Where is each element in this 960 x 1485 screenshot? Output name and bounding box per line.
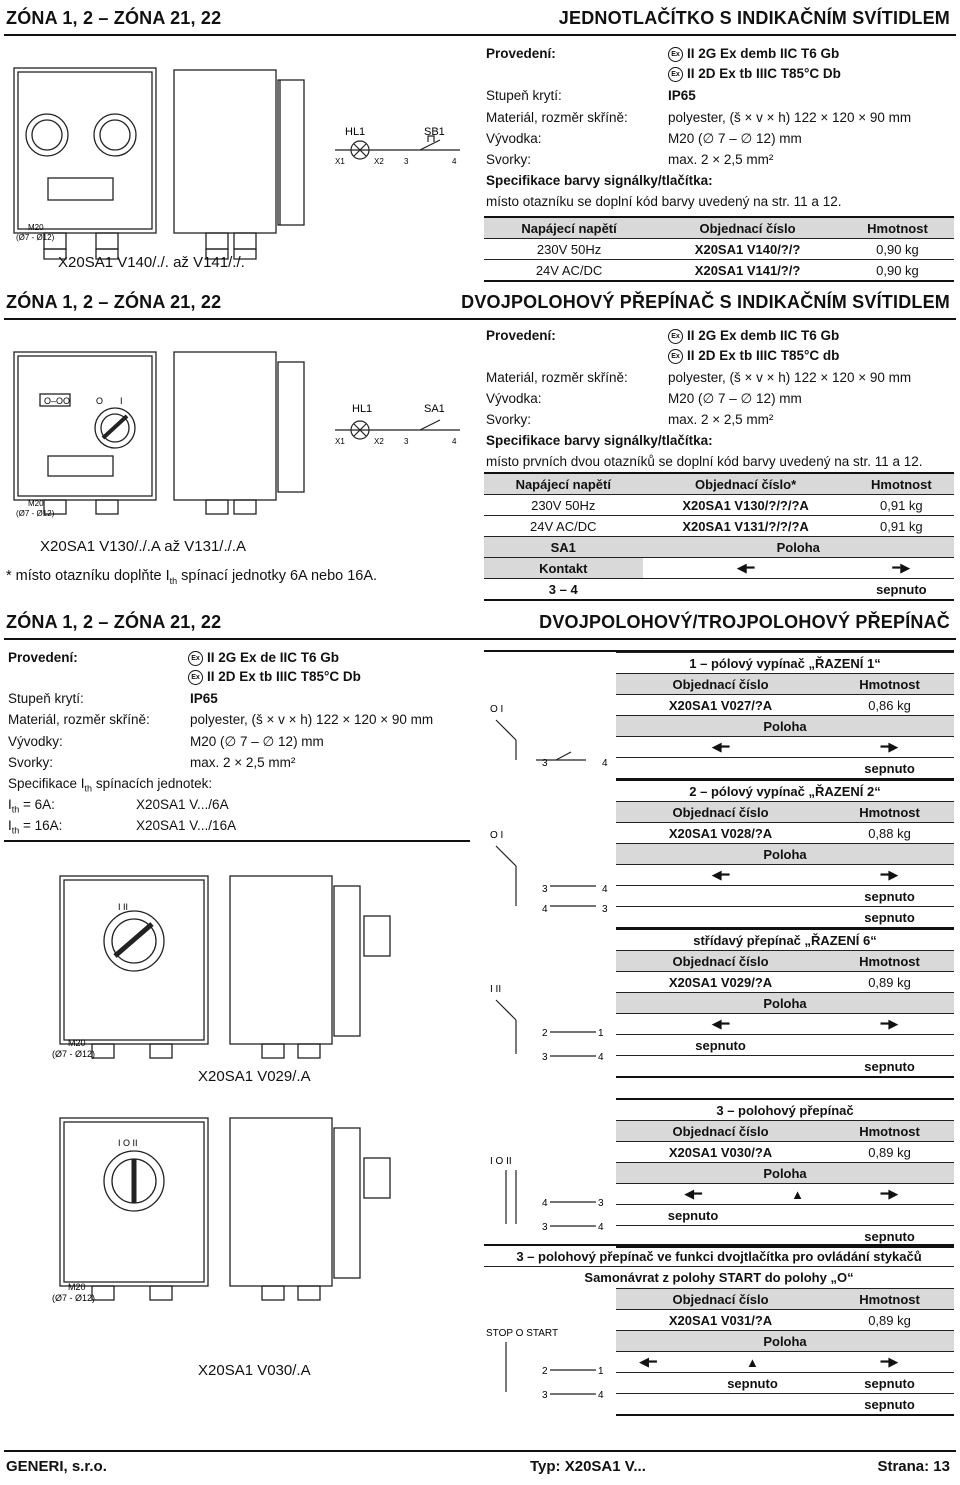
svg-text:4: 4 [602,884,608,895]
switch-table-4: 3 – polohový přepínač Objednací číslo Hmotnost X20SA1 V030/?A 0,89 kg Poloha ◀━ ▲ ━▶ sepnuto sepnuto [616,1098,954,1248]
zone-heading-2: ZÓNA 1, 2 – ZÓNA 21, 22 [6,292,222,312]
svg-text:3: 3 [598,1198,604,1209]
svg-text:3: 3 [542,1222,548,1233]
section-title-2: DVOJPOLOHOVÝ PŘEPÍNAČ S INDIKAČNÍM SVÍTIDLEM [461,292,950,312]
svg-text:3: 3 [542,884,548,895]
switch-table-3: střídavý přepínač „ŘAZENÍ 6“ Objednací číslo Hmotnost X20SA1 V029/?A 0,89 kg Poloha ◀━ ━▶ sepnuto sepnuto [616,928,954,1078]
zone-heading-3: ZÓNA 1, 2 – ZÓNA 21, 22 [6,612,222,632]
divider [4,840,470,842]
section-title-3: DVOJPOLOHOVÝ/TROJPOLOHOVÝ PŘEPÍNAČ [539,612,950,632]
svg-text:1: 1 [598,1028,604,1039]
label-sa1: SA1 [424,403,445,415]
svg-text:X2: X2 [374,157,384,166]
svg-text:X2: X2 [374,437,384,446]
divider [4,638,956,640]
ex-mark-icon: Ex [668,47,683,62]
svg-text:3: 3 [602,904,608,915]
svg-text:M20: M20 [68,1282,86,1292]
svg-text:I O II: I O II [490,1156,512,1167]
svg-text:3: 3 [542,1390,548,1401]
arrow-right-icon: ━▶ [849,558,954,579]
enclosure-drawing-3 [0,846,470,1386]
svg-text:M20: M20 [28,223,44,232]
svg-text:4: 4 [598,1052,604,1063]
svg-text:X1: X1 [335,157,345,166]
footer-page: Strana: 13 [877,1458,950,1475]
caption-v030: X20SA1 V030/.A [198,1362,311,1379]
order-table-2: Napájecí napětí Objednací číslo* Hmotnost 230V 50Hz X20SA1 V130/?/?/?A 0,91 kg 24V AC/DC X20SA1 V131/?/?/?A 0,91 kg SA1 Poloha Kontakt ◀━ ━▶ 3 – 4 sepnuto [484,472,954,601]
arrow-left-icon: ◀━ [643,558,849,579]
svg-text:3: 3 [542,758,548,769]
footer-company: GENERI, s.r.o. [6,1458,107,1475]
switch-table-5: Objednací číslo Hmotnost X20SA1 V031/?A 0,89 kg Poloha ◀━ ▲ ━▶ sepnuto sepnuto sepnuto [616,1288,954,1416]
svg-text:3: 3 [404,437,409,446]
ex-mark-icon: Ex [668,67,683,82]
svg-text:1: 1 [598,1366,604,1377]
schematic-3pos [486,1150,616,1240]
note-ith: * místo otazníku doplňte $I_{th}$ spínací jednotky 6A nebo 16A. [6,568,378,586]
svg-text:M20: M20 [68,1038,86,1048]
zone-heading-1: ZÓNA 1, 2 – ZÓNA 21, 22 [6,8,222,28]
svg-text:4: 4 [602,758,608,769]
svg-text:O I: O I [490,704,504,715]
divider [4,34,956,36]
svg-text:X1: X1 [335,437,345,446]
svg-text:4: 4 [598,1222,604,1233]
switch-table-1: 1 – pólový vypínač „ŘAZENÍ 1“ Objednací číslo Hmotnost X20SA1 V027/?A 0,86 kg Poloha ◀━ ━▶ sepnuto [616,652,954,780]
svg-text:I II: I II [118,902,129,912]
svg-text:STOP O START: STOP O START [486,1328,559,1339]
divider [4,318,956,320]
svg-text:(Ø7 - Ø12): (Ø7 - Ø12) [52,1293,96,1303]
order-table-1: Napájecí napětí Objednací číslo Hmotnost 230V 50Hz X20SA1 V140/?/? 0,90 kg 24V AC/DC X20SA1 V141/?/? 0,90 kg [484,216,954,282]
footer-type: Typ: X20SA1 V... [530,1458,646,1475]
svg-text:3: 3 [404,157,409,166]
schematic-razeni-6 [486,980,616,1070]
svg-text:(Ø7 - Ø12): (Ø7 - Ø12) [16,509,55,518]
enclosure-drawing-2 [0,330,470,530]
footer-divider [4,1450,956,1452]
svg-text:(Ø7 - Ø12): (Ø7 - Ø12) [52,1049,96,1059]
svg-text:(Ø7 - Ø12): (Ø7 - Ø12) [16,233,55,242]
svg-text:4: 4 [452,157,457,166]
switch-table-2: 2 – pólový vypínač „ŘAZENÍ 2“ Objednací číslo Hmotnost X20SA1 V028/?A 0,88 kg Poloha ◀━ ━▶ sepnuto sepnuto [616,779,954,929]
caption-v029: X20SA1 V029/.A [198,1068,311,1085]
caption-1: X20SA1 V140/./. až V141/./. [58,254,245,271]
svg-text:4: 4 [542,904,548,915]
svg-text:4: 4 [542,1198,548,1209]
ex-mark-icon: Ex [668,329,683,344]
svg-text:4: 4 [452,437,457,446]
ex-mark-icon: Ex [668,349,683,364]
svg-text:O I: O I [490,830,504,841]
svg-text:M20: M20 [28,499,44,508]
switch-table-5-title: 3 – polohový přepínač ve funkci dvojtlačítka pro ovládání stykačů Samonávrat z polohy START do polohy „O“ [484,1244,954,1287]
svg-text:I O II: I O II [118,1138,138,1148]
label-sb1: SB1 [424,126,445,138]
svg-text:3: 3 [542,1052,548,1063]
svg-text:2: 2 [542,1366,548,1377]
label-hl1: HL1 [345,126,366,138]
svg-text:I: I [120,396,123,406]
schematic-razeni-1 [486,700,616,780]
schematic-razeni-2 [486,826,616,926]
ex-mark-icon: Ex [188,670,203,685]
svg-text:4: 4 [598,1390,604,1401]
label-hl1: HL1 [352,403,373,415]
svg-text:O–OO: O–OO [44,396,71,406]
section-title-1: JEDNOTLAČÍTKO S INDIKAČNÍM SVÍTIDLEM [558,8,950,28]
schematic-stop-start [486,1318,616,1408]
ex-mark-icon: Ex [188,651,203,666]
enclosure-drawing-1 [0,40,470,280]
svg-text:2: 2 [542,1028,548,1039]
svg-text:O: O [96,396,104,406]
caption-2: X20SA1 V130/./.A až V131/./.A [40,538,246,555]
svg-text:I II: I II [490,984,502,995]
